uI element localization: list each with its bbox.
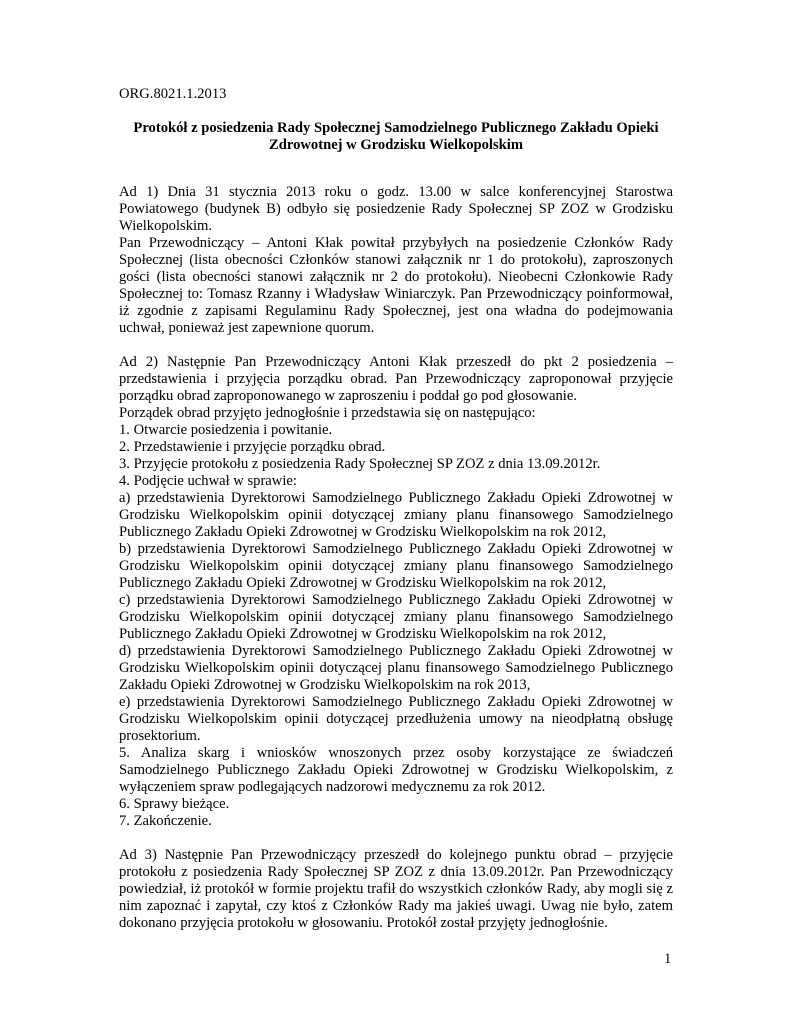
ad1-paragraph-1: Ad 1) Dnia 31 stycznia 2013 roku o godz. 13.00 w salce konferencyjnej Starostwa Powiatowego (budynek B) odbyło się posiedzenie Rady Społecznej SP ZOZ w Grodzisku Wielkopolskim. [119, 184, 673, 234]
document-title: Protokół z posiedzenia Rady Społecznej Samodzielnego Publicznego Zakładu Opieki Zdrowotnej w Grodzisku Wielkopolskim [133, 120, 659, 153]
agenda-item-3: 3. Przyjęcie protokołu z posiedzenia Rady Społecznej SP ZOZ z dnia 13.09.2012r. [119, 456, 601, 472]
agenda-item-4e: e) przedstawienia Dyrektorowi Samodzielnego Publicznego Zakładu Opieki Zdrowotnej w Grodzisku Wielkopolskim opinii dotyczącej przedłużenia umowy na nieodpłatną obsługę prosektorium. [119, 694, 673, 744]
agenda-item-4b: b) przedstawienia Dyrektorowi Samodzielnego Publicznego Zakładu Opieki Zdrowotnej w Grodzisku Wielkopolskim opinii dotyczącej zmiany planu finansowego Samodzielnego Publicznego Zakładu Opieki Zdrowotnej w Grodzisku Wielkopolskim na rok 2012, [119, 541, 673, 591]
document-body [119, 184, 673, 932]
agenda-item-5: 5. Analiza skarg i wniosków wnoszonych przez osoby korzystające ze świadczeń Samodzielnego Publicznego Zakładu Opieki Zdrowotnej w Grodzisku Wielkopolskim, z wyłączeniem spraw podlegających nadzorowi medycznemu za rok 2012. [119, 745, 673, 795]
agenda-item-4: 4. Podjęcie uchwał w sprawie: [119, 473, 297, 489]
paragraph-spacer [119, 337, 673, 354]
ad2-paragraph-1: Ad 2) Następnie Pan Przewodniczący Antoni Kłak przeszedł do pkt 2 posiedzenia – przedstawienia i przyjęcia porządku obrad. Pan Przewodniczący zaproponował przyjęcie porządku obrad zaproponowanego w zaproszeniu i poddał go pod głosowanie. [119, 354, 673, 404]
ad3-paragraph-1: Ad 3) Następnie Pan Przewodniczący przeszedł do kolejnego punktu obrad – przyjęcie protokołu z posiedzenia Rady Społecznej SP ZOZ z dnia 13.09.2012r. Pan Przewodniczący powiedział, iż protokół w formie projektu trafił do wszystkich członków Rady, aby mogli się z nim zapoznać i zapytał, czy ktoś z Członków Rady ma jakieś uwagi. Uwag nie było, zatem dokonano przyjęcia protokołu w głosowaniu. Protokół został przyjęty jednogłośnie. [119, 847, 673, 931]
ad1-paragraph-2: Pan Przewodniczący – Antoni Kłak powitał przybyłych na posiedzenie Członków Rady Społecznej (lista obecności Członków stanowi załącznik nr 1 do protokołu), zaproszonych gości (lista obecności stanowi załącznik nr 2 do protokołu). Nieobecni Członkowie Rady Społecznej to: Tomasz Rzanny i Władysław Winiarczyk. Pan Przewodniczący poinformował, iż zgodnie z zapisami Regulaminu Rady Społecznej, jest ona władna do podejmowania uchwał, ponieważ jest zapewnione quorum. [119, 235, 673, 336]
page-number: 1 [664, 951, 672, 967]
agenda-item-2: 2. Przedstawienie i przyjęcie porządku obrad. [119, 439, 386, 455]
paragraph-spacer [119, 830, 673, 847]
agenda-item-7: 7. Zakończenie. [119, 813, 212, 829]
agenda-item-4d: d) przedstawienia Dyrektorowi Samodzielnego Publicznego Zakładu Opieki Zdrowotnej w Grodzisku Wielkopolskim opinii dotyczącej planu finansowego Samodzielnego Publicznego Zakładu Opieki Zdrowotnej w Grodzisku Wielkopolskim na rok 2013, [119, 643, 673, 693]
agenda-item-1: 1. Otwarcie posiedzenia i powitanie. [119, 422, 333, 438]
agenda-item-4a: a) przedstawienia Dyrektorowi Samodzielnego Publicznego Zakładu Opieki Zdrowotnej w Grodzisku Wielkopolskim opinii dotyczącej zmiany planu finansowego Samodzielnego Publicznego Zakładu Opieki Zdrowotnej w Grodzisku Wielkopolskim na rok 2012, [119, 490, 673, 540]
ad2-agenda-intro: Porządek obrad przyjęto jednogłośnie i przedstawia się on następująco: [119, 405, 536, 421]
agenda-item-6: 6. Sprawy bieżące. [119, 796, 230, 812]
document-reference: ORG.8021.1.2013 [119, 86, 227, 102]
agenda-item-4c: c) przedstawienia Dyrektorowi Samodzielnego Publicznego Zakładu Opieki Zdrowotnej w Grodzisku Wielkopolskim opinii dotyczącej zmiany planu finansowego Samodzielnego Publicznego Zakładu Opieki Zdrowotnej w Grodzisku Wielkopolskim na rok 2012, [119, 592, 673, 642]
